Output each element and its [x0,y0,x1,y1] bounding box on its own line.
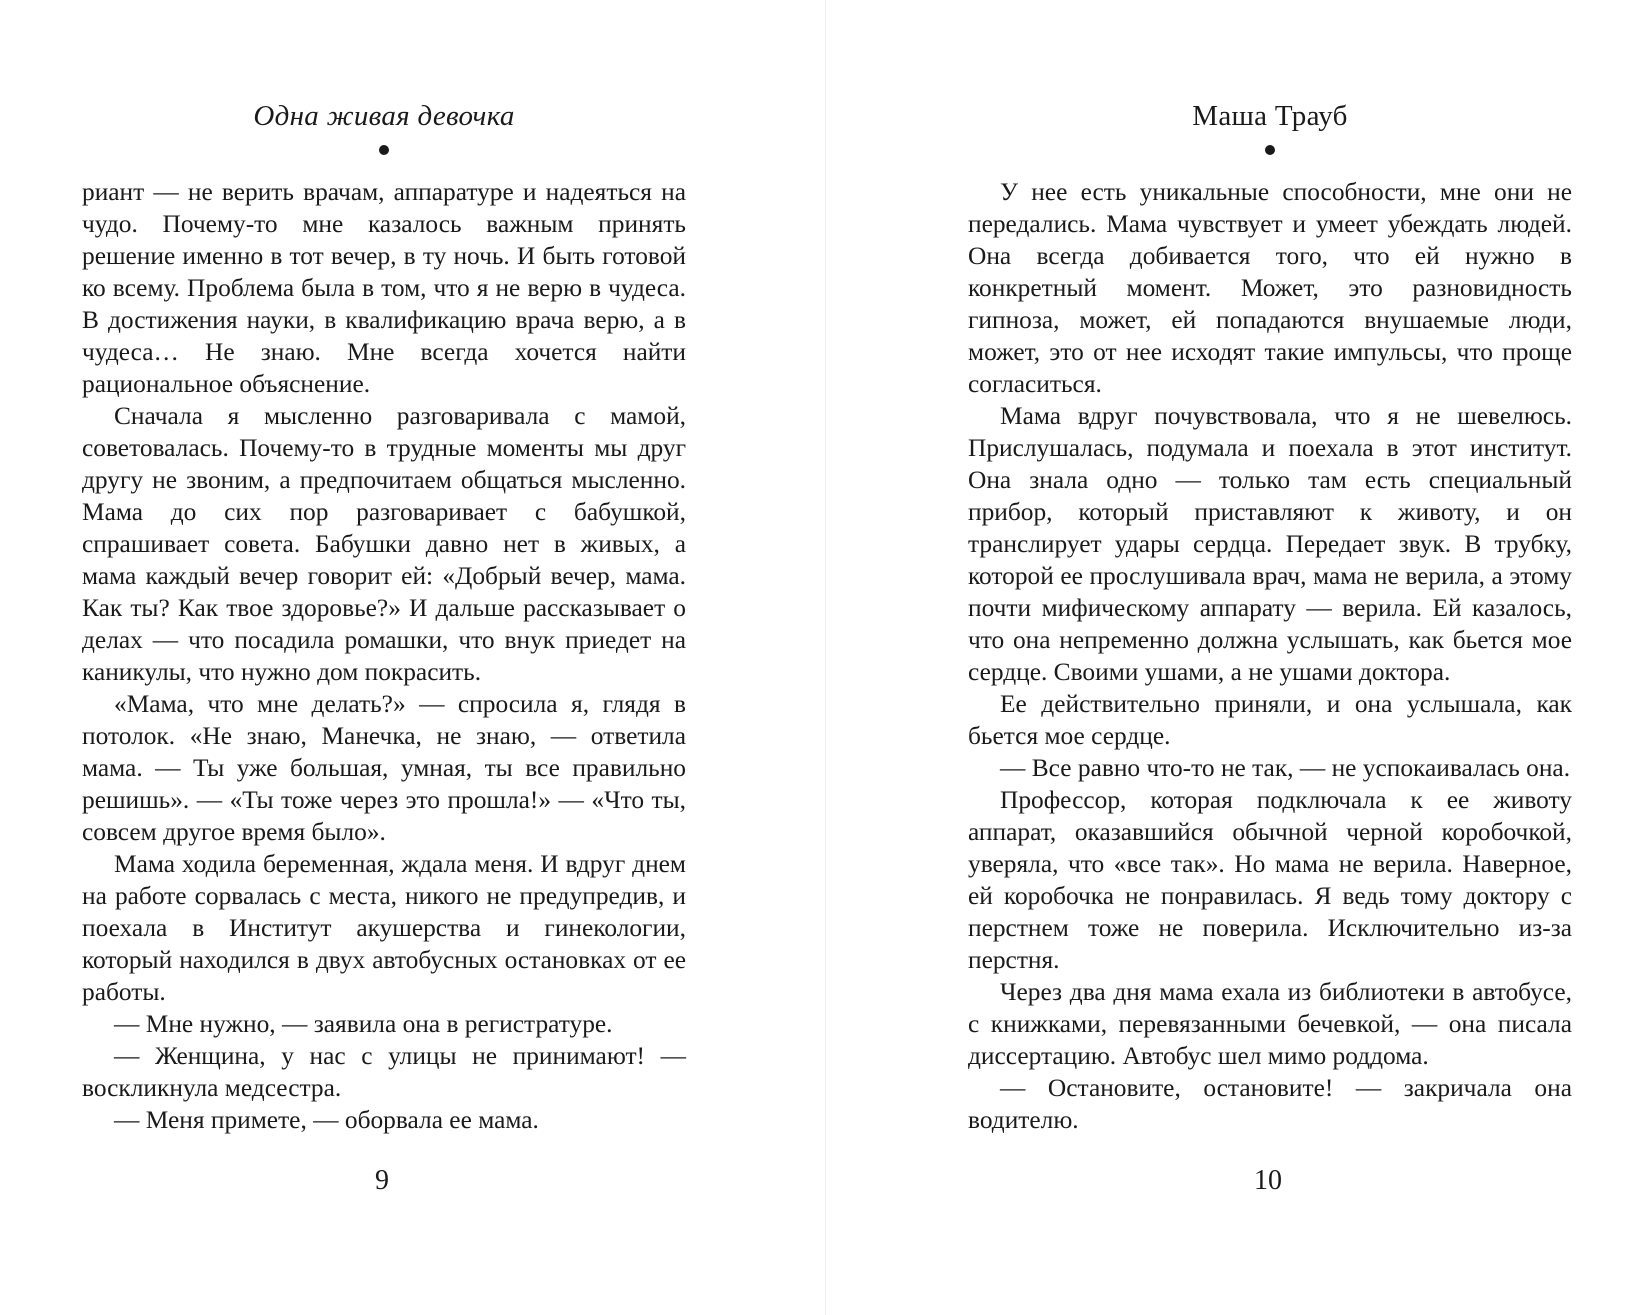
dialogue-line: — Мне нужно, — заявила она в регистратуре. [114,1010,613,1038]
paragraph: Сначала я мысленно разговаривала с мамой, советовалась. Почему-то в трудные моменты мы друг другу не звоним, а предпочитаем общаться мысленно. Мама до сих пор разговаривает с бабушкой, спрашивает совета. Бабушки давно нет в живых, а мама каждый вечер говорит ей: «Добрый вечер, мама. Как ты? Как твое здоровье?» И дальше рассказывает о делах — что посадила ромашки, что внук приедет на каникулы, что нужно дом покрасить. [82,402,686,686]
dialogue-line: — Меня примете, — оборвала ее мама. [114,1106,539,1134]
paragraph: Через два дня мама ехала из библиотеки в автобусе, с книжками, перевязанными бечевкой, — она писала диссертацию. Автобус шел мимо роддома. [968,978,1572,1070]
paragraph: Профессор, которая подключала к ее животу аппарат, оказавшийся обычной черной коробочкой, уверяла, что «все так». Но мама не верила. Наверное, ей коробочка не понравилась. Я ведь тому доктору с перстнем тоже не поверила. Исключительно из-за перстня. [968,786,1572,974]
running-head-author: Маша Трауб [1192,100,1348,132]
left-page-body [82,176,686,1136]
paragraph: У нее есть уникальные способности, мне они не передались. Мама чувствует и умеет убеждать людей. Она всегда добивается того, что ей нужно в конкретный момент. Может, это разновидность гипноза, может, ей попадаются внушаемые люди, может, это от нее исходят такие импульсы, что проще согласиться. [968,178,1572,398]
dialogue-line: — Остановите, остановите! — закричала она водителю. [968,1074,1572,1134]
page-number: 10 [1254,1165,1282,1196]
paragraph: «Мама, что мне делать?» — спросила я, глядя в потолок. «Не знаю, Манечка, не знаю, — ответила мама. — Ты уже большая, умная, ты все правильно решишь». — «Ты тоже через это прошла!» — «Что ты, совсем другое время было». [82,690,686,846]
left-page [82,0,686,1315]
right-page [968,0,1572,1315]
paragraph: Мама ходила беременная, ждала меня. И вдруг днем на работе сорвалась с места, никого не предупредив, и поехала в Институт акушерства и гинекологии, который находился в двух автобусных остановках от ее работы. [82,850,686,1006]
dialogue-line: — Женщина, у нас с улицы не принимают! — воскликнула медсестра. [82,1042,686,1102]
running-head-bullet [379,145,389,155]
dialogue-line: — Все равно что-то не так, — не успокаивалась она. [1000,754,1571,782]
page-gutter [825,0,826,1315]
running-head-bullet [1265,145,1275,155]
paragraph: Ее действительно приняли, и она услышала, как бьется мое сердце. [968,690,1572,750]
page-number: 9 [375,1165,389,1196]
paragraph: риант — не верить врачам, аппаратуре и надеяться на чудо. Почему-то мне казалось важным принять решение именно в тот вечер, в ту ночь. И быть готовой ко всему. Проблема была в том, что я не верю в чудеса. В достижения науки, в квалификацию врача верю, а в чудеса… Не знаю. Мне всегда хочется найти рациональное объяснение. [82,178,686,398]
paragraph: Мама вдруг почувствовала, что я не шевелюсь. Прислушалась, подумала и поехала в этот институт. Она знала одно — только там есть специальный прибор, который приставляют к животу, и он транслирует удары сердца. Передает звук. В трубку, которой ее прослушивала врач, мама не верила, а этому почти мифическому аппарату — верила. Ей казалось, что она непременно должна услышать, как бьется мое сердце. Своими ушами, а не ушами доктора. [968,402,1572,686]
right-page-body [968,176,1572,1136]
running-head-title: Одна живая девочка [253,100,515,132]
